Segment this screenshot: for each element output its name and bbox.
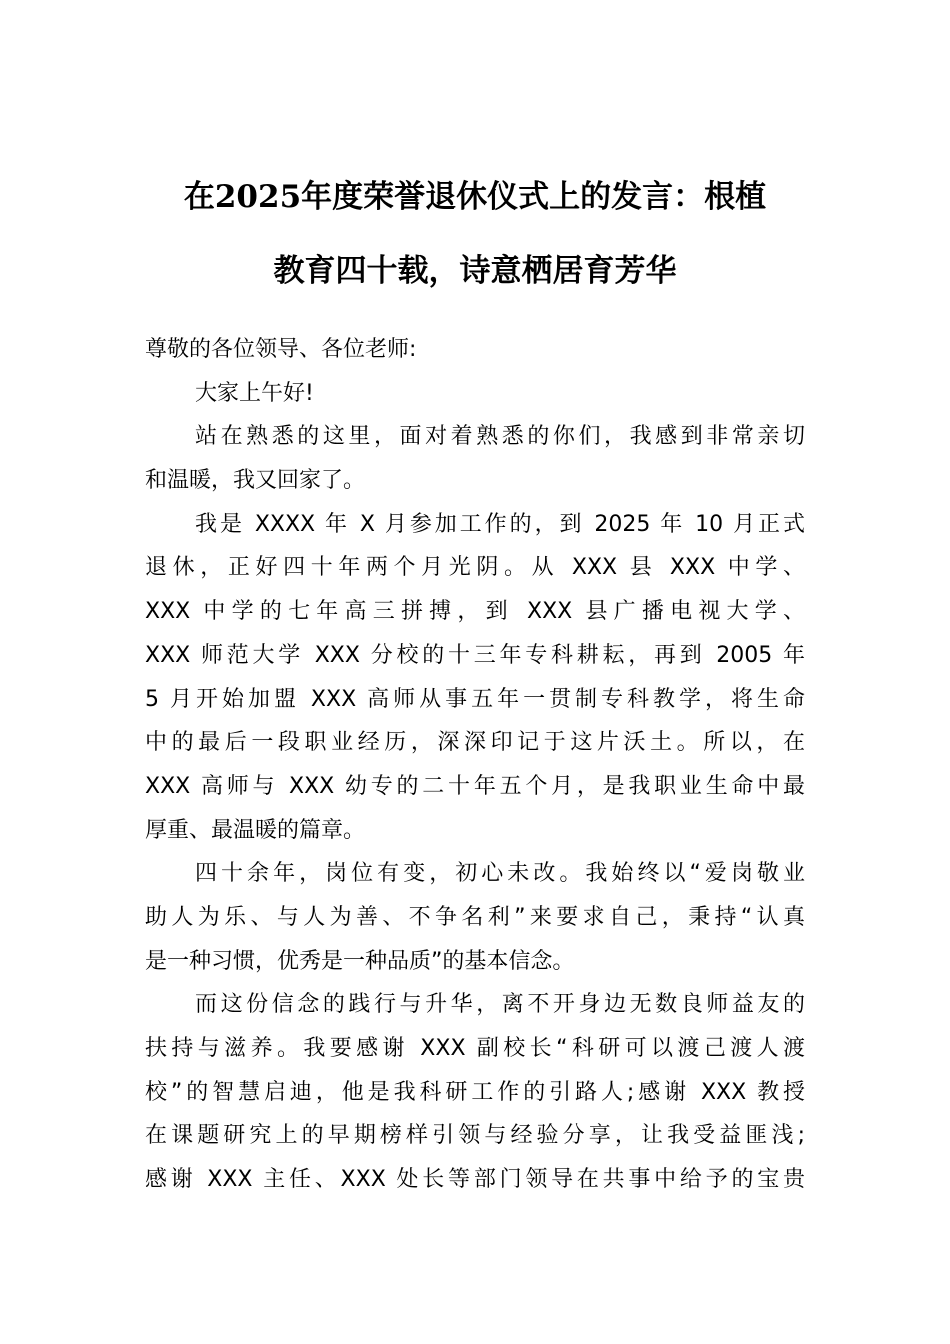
paragraph-line: XXX 高师与 XXX 幼专的二十年五个月，是我职业生命中最: [145, 773, 805, 799]
title-line: 在2025年度荣誉退休仪式上的发言：根植: [183, 179, 767, 215]
paragraph-line: 而这份信念的践行与升华，离不开身边无数良师益友的: [195, 992, 805, 1018]
paragraph-line: XXX 中学的七年高三拼搏，到 XXX 县广播电视大学、: [145, 599, 805, 625]
paragraph-line: 退休，正好四十年两个月光阴。从 XXX 县 XXX 中学、: [145, 555, 805, 581]
salutation: 尊敬的各位领导、各位老师:: [145, 337, 417, 362]
document-title: [145, 160, 805, 308]
paragraph-line: 感谢 XXX 主任、XXX 处长等部门领导在共事中给予的宝贵: [145, 1167, 805, 1193]
paragraph-line: 扶持与滋养。我要感谢 XXX 副校长“科研可以渡己渡人渡: [145, 1036, 805, 1061]
paragraph-line: 助人为乐、与人为善、不争名利”来要求自己，秉持“认真: [145, 904, 805, 930]
document-body: [145, 328, 805, 1202]
paragraph-line: 和温暖，我又回家了。: [145, 468, 366, 494]
paragraph-line: 是一种习惯，优秀是一种品质”的基本信念。: [145, 948, 575, 974]
paragraph-line: 站在熟悉的这里，面对着熟悉的你们，我感到非常亲切: [195, 424, 805, 450]
paragraph-line: 在课题研究上的早期榜样引领与经验分享，让我受益匪浅;: [145, 1123, 805, 1149]
paragraph-line: 校”的智慧启迪，他是我科研工作的引路人;感谢 XXX 教授: [145, 1079, 805, 1105]
greeting: 大家上午好!: [195, 380, 314, 406]
paragraph-line: 5 月开始加盟 XXX 高师从事五年一贯制专科教学，将生命: [145, 686, 805, 712]
paragraph-line: 中的最后一段职业经历，深深印记于这片沃土。所以，在: [145, 730, 805, 756]
paragraph-line: 四十余年，岗位有变，初心未改。我始终以“爱岗敬业: [195, 861, 805, 887]
paragraph-line: 厚重、最温暖的篇章。: [145, 817, 366, 843]
paragraph-line: XXX 师范大学 XXX 分校的十三年专科耕耘，再到 2005 年: [145, 642, 805, 668]
title-line: 教育四十载，诗意栖居育芳华: [273, 253, 677, 289]
paragraph-line: 我是 XXXX 年 X 月参加工作的，到 2025 年 10 月正式: [195, 511, 805, 537]
